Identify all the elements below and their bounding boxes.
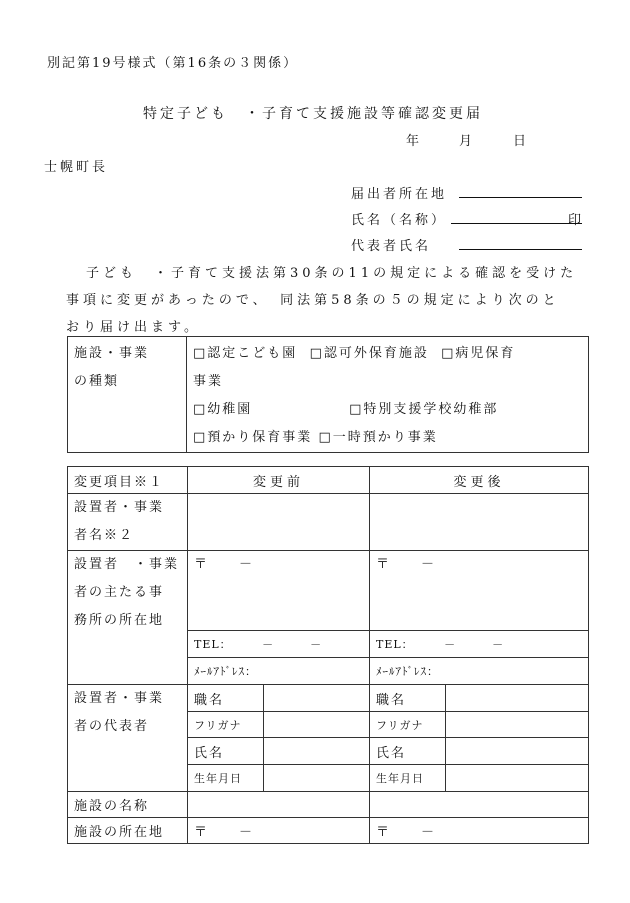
option-sick-child-care-cont: 事業 (193, 374, 224, 389)
representative-line[interactable] (459, 235, 582, 250)
tel-after[interactable]: TEL： － － (370, 631, 589, 658)
operator-name-label-2: 者名※２ (74, 528, 135, 543)
facility-name-after[interactable] (370, 792, 589, 818)
facility-type-label-2: の種類 (74, 374, 120, 389)
facility-address-after[interactable]: 〒 － (370, 818, 589, 844)
option-extended-care[interactable]: □預かり保育事業 (193, 430, 313, 445)
option-sick-child-care[interactable]: □病児保育 (441, 346, 516, 361)
form-id: 別記第19号様式（第16条の３関係） (47, 56, 299, 71)
applicant-name-label: 氏名（名称） (351, 213, 448, 228)
birthdate-before[interactable] (264, 765, 370, 792)
row-operator-name-label (68, 494, 188, 551)
operator-name-before[interactable] (188, 494, 370, 551)
name-label-before: 氏名 (188, 738, 264, 765)
body-line-1: 子ども ・子育て支援法第30条の11の規定による確認を受けた (86, 266, 578, 281)
header-before: 変更前 (188, 467, 370, 494)
representative-row-label-1: 設置者・事業 (74, 691, 165, 706)
operator-name-label-1: 設置者・事業 (74, 500, 165, 515)
header-change-item: 変更項目※１ (68, 467, 188, 494)
body-line-3: おり届け出ます。 (66, 320, 201, 335)
facility-options-row-1 (193, 340, 582, 368)
office-address-label-2: 者の主たる事 (74, 585, 165, 600)
seal-mark: 印 (568, 213, 582, 228)
applicant-name-line[interactable] (451, 209, 582, 224)
name-after[interactable] (446, 738, 589, 765)
facility-type-label-1: 施設・事業 (74, 346, 150, 361)
office-address-label-3: 務所の所在地 (74, 613, 165, 628)
row-representative-label (68, 685, 188, 792)
job-title-before[interactable] (264, 685, 370, 712)
office-address-label-1: 設置者 ・事業 (74, 557, 180, 572)
furigana-label-after: フリガナ (370, 712, 446, 738)
facility-address-before[interactable]: 〒 － (188, 818, 370, 844)
birthdate-label-before: 生年月日 (188, 765, 264, 792)
mail-after[interactable]: ﾒｰﾙｱﾄﾞﾚｽ： (370, 658, 589, 685)
facility-type-label (68, 337, 187, 453)
facility-type-table (67, 336, 589, 453)
row-facility-name-label: 施設の名称 (68, 792, 188, 818)
mail-before[interactable]: ﾒｰﾙｱﾄﾞﾚｽ： (188, 658, 370, 685)
row-facility-address-label: 施設の所在地 (68, 818, 188, 844)
date-month: 月 (459, 134, 473, 149)
furigana-label-before: フリガナ (188, 712, 264, 738)
name-before[interactable] (264, 738, 370, 765)
date-year: 年 (406, 134, 420, 149)
date-day: 日 (513, 134, 527, 149)
option-temporary-care[interactable]: □一時預かり事業 (318, 430, 438, 445)
addressee: 士幌町長 (44, 160, 109, 175)
facility-name-before[interactable] (188, 792, 370, 818)
option-certified-kodomoen[interactable]: □認定こども園 (193, 346, 298, 361)
facility-type-options (187, 337, 589, 453)
applicant-address-line[interactable] (459, 183, 582, 198)
body-line-2: 事項に変更があったので、 同法第58条の５の規定により次のと (66, 293, 560, 308)
facility-options-row-4 (193, 424, 582, 452)
document-title: 特定子ども ・子育て支援施設等確認変更届 (143, 106, 483, 122)
birthdate-label-after: 生年月日 (370, 765, 446, 792)
option-special-support-school[interactable]: □特別支援学校幼稚部 (349, 402, 499, 417)
operator-name-after[interactable] (370, 494, 589, 551)
changes-table (67, 466, 589, 844)
office-postal-after[interactable]: 〒 － (370, 551, 589, 631)
facility-options-row-3 (193, 396, 582, 424)
header-after: 変更後 (370, 467, 589, 494)
name-label-after: 氏名 (370, 738, 446, 765)
furigana-after[interactable] (446, 712, 589, 738)
office-postal-before[interactable]: 〒 － (188, 551, 370, 631)
furigana-before[interactable] (264, 712, 370, 738)
birthdate-after[interactable] (446, 765, 589, 792)
applicant-address-label: 届出者所在地 (351, 187, 448, 202)
representative-label: 代表者氏名 (351, 239, 432, 254)
job-title-label-before: 職名 (188, 685, 264, 712)
option-unlicensed-nursery[interactable]: □認可外保育施設 (309, 346, 429, 361)
option-kindergarten[interactable]: □幼稚園 (193, 402, 253, 417)
tel-before[interactable]: TEL： － － (188, 631, 370, 658)
job-title-label-after: 職名 (370, 685, 446, 712)
job-title-after[interactable] (446, 685, 589, 712)
row-office-address-label (68, 551, 188, 685)
representative-row-label-2: 者の代表者 (74, 719, 150, 734)
